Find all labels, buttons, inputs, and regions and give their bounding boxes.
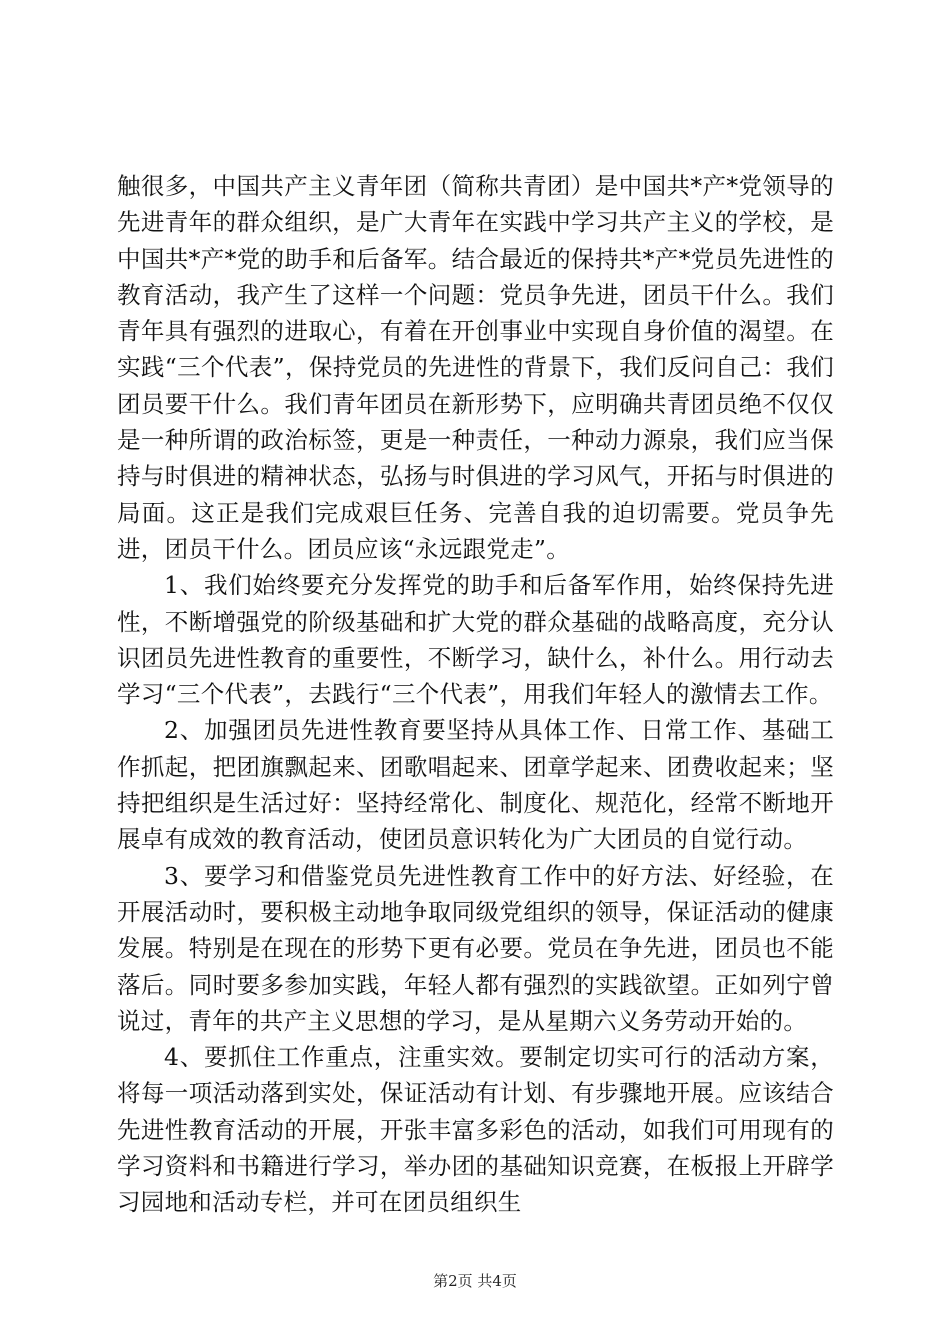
paragraph-point-4: 4、要抓住工作重点，注重实效。要制定切实可行的活动方案，将每一项活动落到实处，保证活动有计划、有步骤地开展。应该结合先进性教育活动的开展，开张丰富多彩色的活动，如我们可用现有的学习资料和书籍进行学习，举办团的基础知识竞赛，在板报上开辟学习园地和活动专栏，并可在团员组织生: [117, 1043, 834, 1217]
document-body: [117, 168, 834, 1221]
paragraph-point-1: 1、我们始终要充分发挥党的助手和后备军作用，始终保持先进性，不断增强党的阶级基础和扩大党的群众基础的战略高度，充分认识团员先进性教育的重要性，不断学习，缺什么，补什么。用行动去学习“三个代表”，去践行“三个代表”，用我们年轻人的激情去工作。: [117, 571, 834, 709]
paragraph-intro: 触很多，中国共产主义青年团（简称共青团）是中国共*产*党领导的先进青年的群众组织，是广大青年在实践中学习共产主义的学校，是中国共*产*党的助手和后备军。结合最近的保持共*产*党员先进性的教育活动，我产生了这样一个问题：党员争先进，团员干什么。我们青年具有强烈的进取心，有着在开创事业中实现自身价值的渴望。在实践“三个代表”，保持党员的先进性的背景下，我们反问自己：我们团员要干什么。我们青年团员在新形势下，应明确共青团员绝不仅仅是一种所谓的政治标签，更是一种责任，一种动力源泉，我们应当保持与时俱进的精神状态，弘扬与时俱进的学习风气，开拓与时俱进的局面。这正是我们完成艰巨任务、完善自我的迫切需要。党员争先进，团员干什么。团员应该“永远跟党走”。: [117, 172, 834, 563]
page-number-label: 第2页 共4页: [433, 1272, 517, 1290]
paragraph-point-2: 2、加强团员先进性教育要坚持从具体工作、日常工作、基础工作抓起，把团旗飘起来、团歌唱起来、团章学起来、团费收起来；坚持把组织是生活过好：坚持经常化、制度化、规范化，经常不断地开展卓有成效的教育活动，使团员意识转化为广大团员的自觉行动。: [117, 716, 834, 854]
paragraph-point-3: 3、要学习和借鉴党员先进性教育工作中的好方法、好经验，在开展活动时，要积极主动地争取同级党组织的领导，保证活动的健康发展。特别是在现在的形势下更有必要。党员在争先进，团员也不能落后。同时要多参加实践，年轻人都有强烈的实践欲望。正如列宁曾说过，青年的共产主义思想的学习，是从星期六义务劳动开始的。: [117, 861, 834, 1035]
page-footer: [0, 1270, 950, 1291]
